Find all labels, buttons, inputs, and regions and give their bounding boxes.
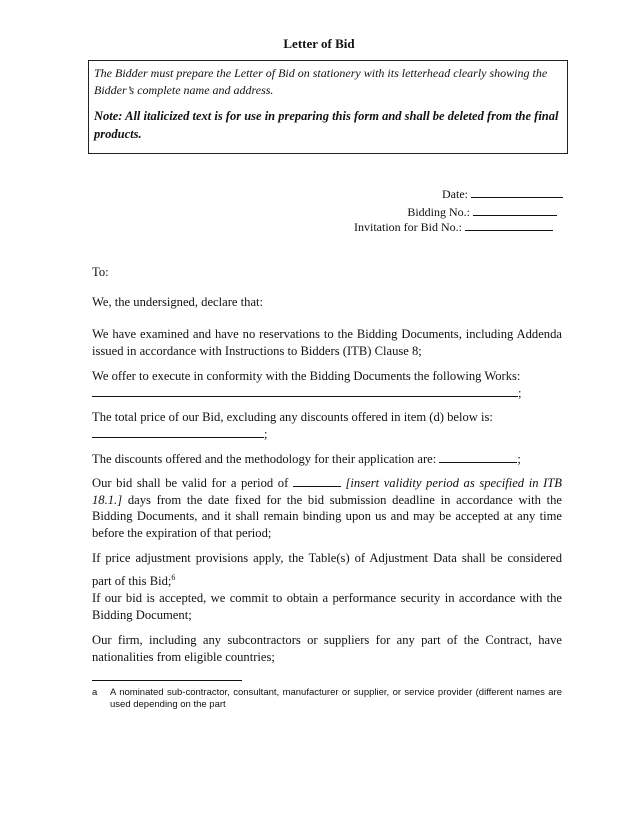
- para-price-end: ;: [264, 426, 268, 441]
- para-performance: [92, 590, 562, 623]
- para-firm: [92, 632, 562, 665]
- para-performance-text: If our bid is accepted, we commit to obtain a performance security in accordance with the Bidding Document;: [92, 591, 562, 622]
- para-validity-text: [92, 475, 562, 541]
- validity-instruction: [insert validity period as specified in ITB 18.1.]: [92, 476, 562, 507]
- instruction-text: The Bidder must prepare the Letter of Bid on stationery with its letterhead clearly showing the Bidder’s complete name and address.: [94, 66, 548, 97]
- footnote: [92, 687, 562, 711]
- para-discounts-end: ;: [517, 452, 521, 466]
- price-adjustment-text: If price adjustment provisions apply, the Table(s) of Adjustment Data shall be considered part of this Bid;: [92, 551, 562, 589]
- para-validity: [92, 475, 562, 541]
- para-firm-text: Our firm, including any subcontractors or suppliers for any part of the Contract, have nationalities from eligible countries;: [92, 633, 562, 664]
- para-price: [92, 409, 562, 442]
- para-offer-label: We offer to execute in conformity with the Bidding Documents the following Works:: [92, 369, 521, 383]
- validity-start: Our bid shall be valid for a period of: [92, 476, 289, 490]
- date-label: Date:: [442, 187, 468, 201]
- para-offer-text: [92, 368, 562, 401]
- declare-line: We, the undersigned, declare that:: [92, 295, 264, 309]
- price-blank: [92, 426, 264, 438]
- para-price-adjustment-text: [92, 548, 562, 591]
- instruction-box: [88, 60, 568, 154]
- footnote-mark: a: [92, 687, 98, 698]
- footnote-separator: [92, 680, 242, 681]
- date-blank: [471, 186, 563, 198]
- para-discounts-label: The discounts offered and the methodology for their application are:: [92, 452, 437, 466]
- invitation-blank: [465, 219, 553, 231]
- validity-rest: days from the date fixed for the bid submission deadline in accordance with the Bidding Documents, and it shall remain binding upon us and may be accepted at any time before the expiration of that period;: [92, 492, 562, 540]
- date-line: [442, 186, 563, 202]
- para-offer: [92, 368, 562, 401]
- bidding-no-blank: [473, 204, 557, 216]
- para-discounts-text: [92, 451, 562, 468]
- para-price-text: [92, 409, 562, 442]
- invitation-label: Invitation for Bid No.:: [354, 220, 462, 234]
- discounts-blank: [439, 451, 517, 463]
- invitation-line: [354, 219, 553, 235]
- footnote-text: A nominated sub-contractor, consultant, manufacturer or supplier, or service provider (different names are used depending on the part: [110, 687, 562, 710]
- para-discounts: [92, 451, 562, 468]
- validity-blank: [293, 475, 341, 487]
- para-offer-end: ;: [518, 385, 522, 400]
- bidding-no-label: Bidding No.:: [407, 205, 470, 219]
- bidding-no-line: [407, 204, 557, 220]
- para-price-label: The total price of our Bid, excluding any discounts offered in item (d) below is:: [92, 410, 493, 424]
- deletion-note: Note: All italicized text is for use in preparing this form and shall be deleted from the final products.: [94, 109, 559, 141]
- para-price-adjustment: [92, 548, 562, 591]
- document-title: Letter of Bid: [283, 36, 355, 51]
- works-blank: [92, 385, 518, 397]
- to-label: To:: [92, 265, 109, 279]
- para-examined: [92, 326, 562, 359]
- para-examined-text: We have examined and have no reservations to the Bidding Documents, including Addenda issued in accordance with Instructions to Bidders (ITB) Clause 8;: [92, 327, 562, 358]
- price-adjustment-footnote-ref: 6: [171, 573, 176, 582]
